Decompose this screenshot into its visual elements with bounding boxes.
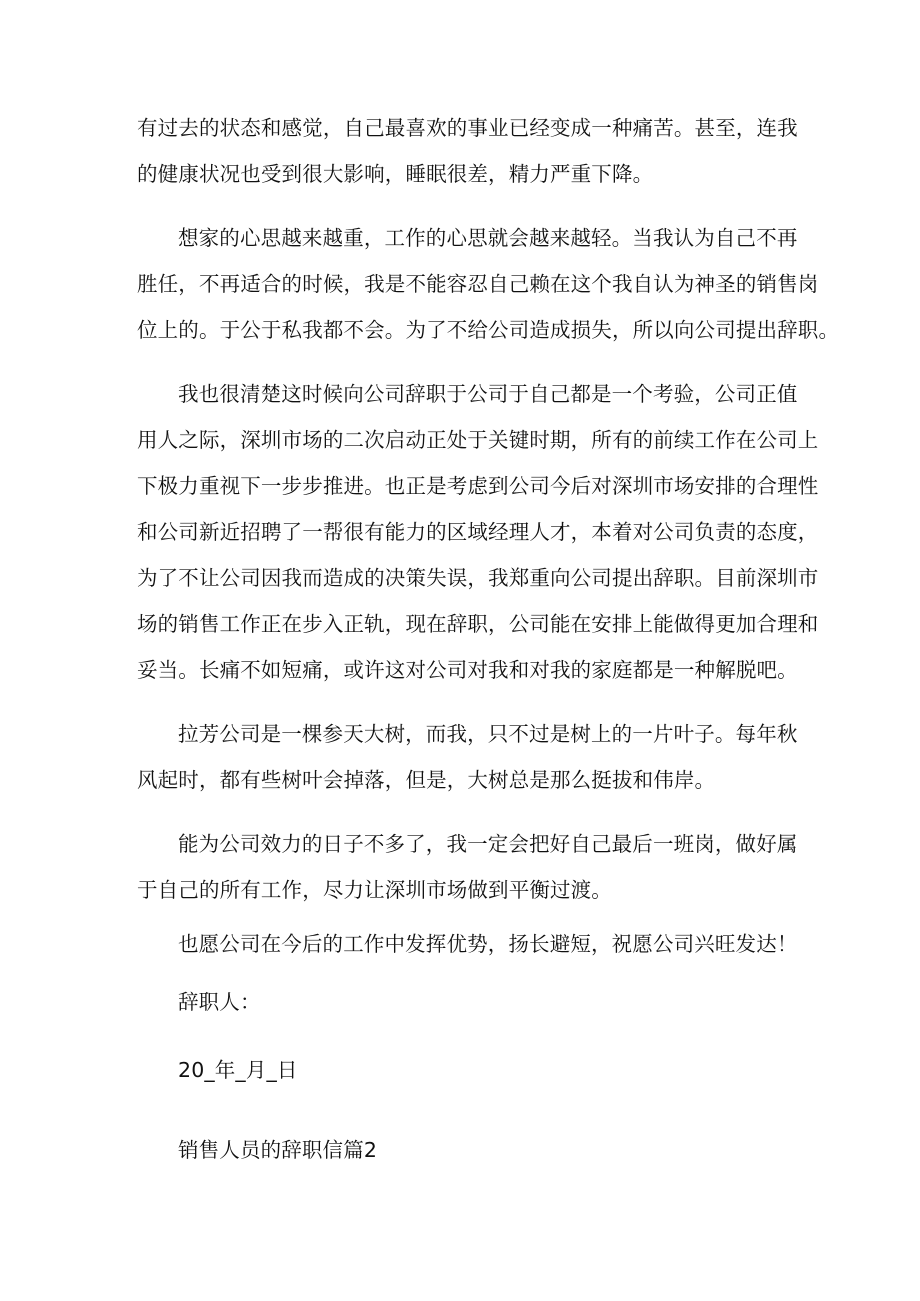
paragraph-3-line-1: 我也很清楚这时候向公司辞职于公司于自己都是一个考验，公司正值 xyxy=(178,382,798,406)
paragraph-4-line-2: 风起时，都有些树叶会掉落，但是，大树总是那么挺拔和伟岸。 xyxy=(137,768,716,792)
paragraph-3-line-3: 下极力重视下一步步推进。也正是考虑到公司今后对深圳市场安排的合理性 xyxy=(137,474,819,498)
closing-wish: 也愿公司在今后的工作中发挥优势，扬长避短，祝愿公司兴旺发达！ xyxy=(178,932,798,956)
paragraph-3-line-4: 和公司新近招聘了一帮很有能力的区域经理人才，本着对公司负责的态度， xyxy=(137,520,819,544)
paragraph-3-line-5: 为了不让公司因我而造成的决策失误，我郑重向公司提出辞职。目前深圳市 xyxy=(137,566,819,590)
paragraph-1-line-2: 的健康状况也受到很大影响，睡眠很差，精力严重下降。 xyxy=(137,162,654,186)
paragraph-2-line-2: 胜任，不再适合的时候，我是不能容忍自己赖在这个我自认为神圣的销售岗 xyxy=(137,272,819,296)
paragraph-3-line-7: 妥当。长痛不如短痛，或许这对公司对我和对我的家庭都是一种解脱吧。 xyxy=(137,658,798,682)
paragraph-5-line-2: 于自己的所有工作，尽力让深圳市场做到平衡过渡。 xyxy=(137,878,612,902)
paragraph-3-line-2: 用人之际，深圳市场的二次启动正处于关键时期，所有的前续工作在公司上 xyxy=(137,428,819,452)
paragraph-2-line-3: 位上的。于公于私我都不会。为了不给公司造成损失，所以向公司提出辞职。 xyxy=(137,318,840,342)
paragraph-2-line-1: 想家的心思越来越重，工作的心思就会越来越轻。当我认为自己不再 xyxy=(178,226,798,250)
date-line: 20_年_月_日 xyxy=(178,1058,298,1082)
paragraph-4-line-1: 拉芳公司是一棵参天大树，而我，只不过是树上的一片叶子。每年秋 xyxy=(178,722,798,746)
paragraph-5-line-1: 能为公司效力的日子不多了，我一定会把好自己最后一班岗，做好属 xyxy=(178,832,798,856)
paragraph-1-line-1: 有过去的状态和感觉，自己最喜欢的事业已经变成一种痛苦。甚至，连我 xyxy=(137,116,798,140)
signature-label: 辞职人： xyxy=(178,990,261,1014)
section-heading: 销售人员的辞职信篇2 xyxy=(178,1138,378,1162)
paragraph-3-line-6: 场的销售工作正在步入正轨，现在辞职，公司能在安排上能做得更加合理和 xyxy=(137,612,819,636)
